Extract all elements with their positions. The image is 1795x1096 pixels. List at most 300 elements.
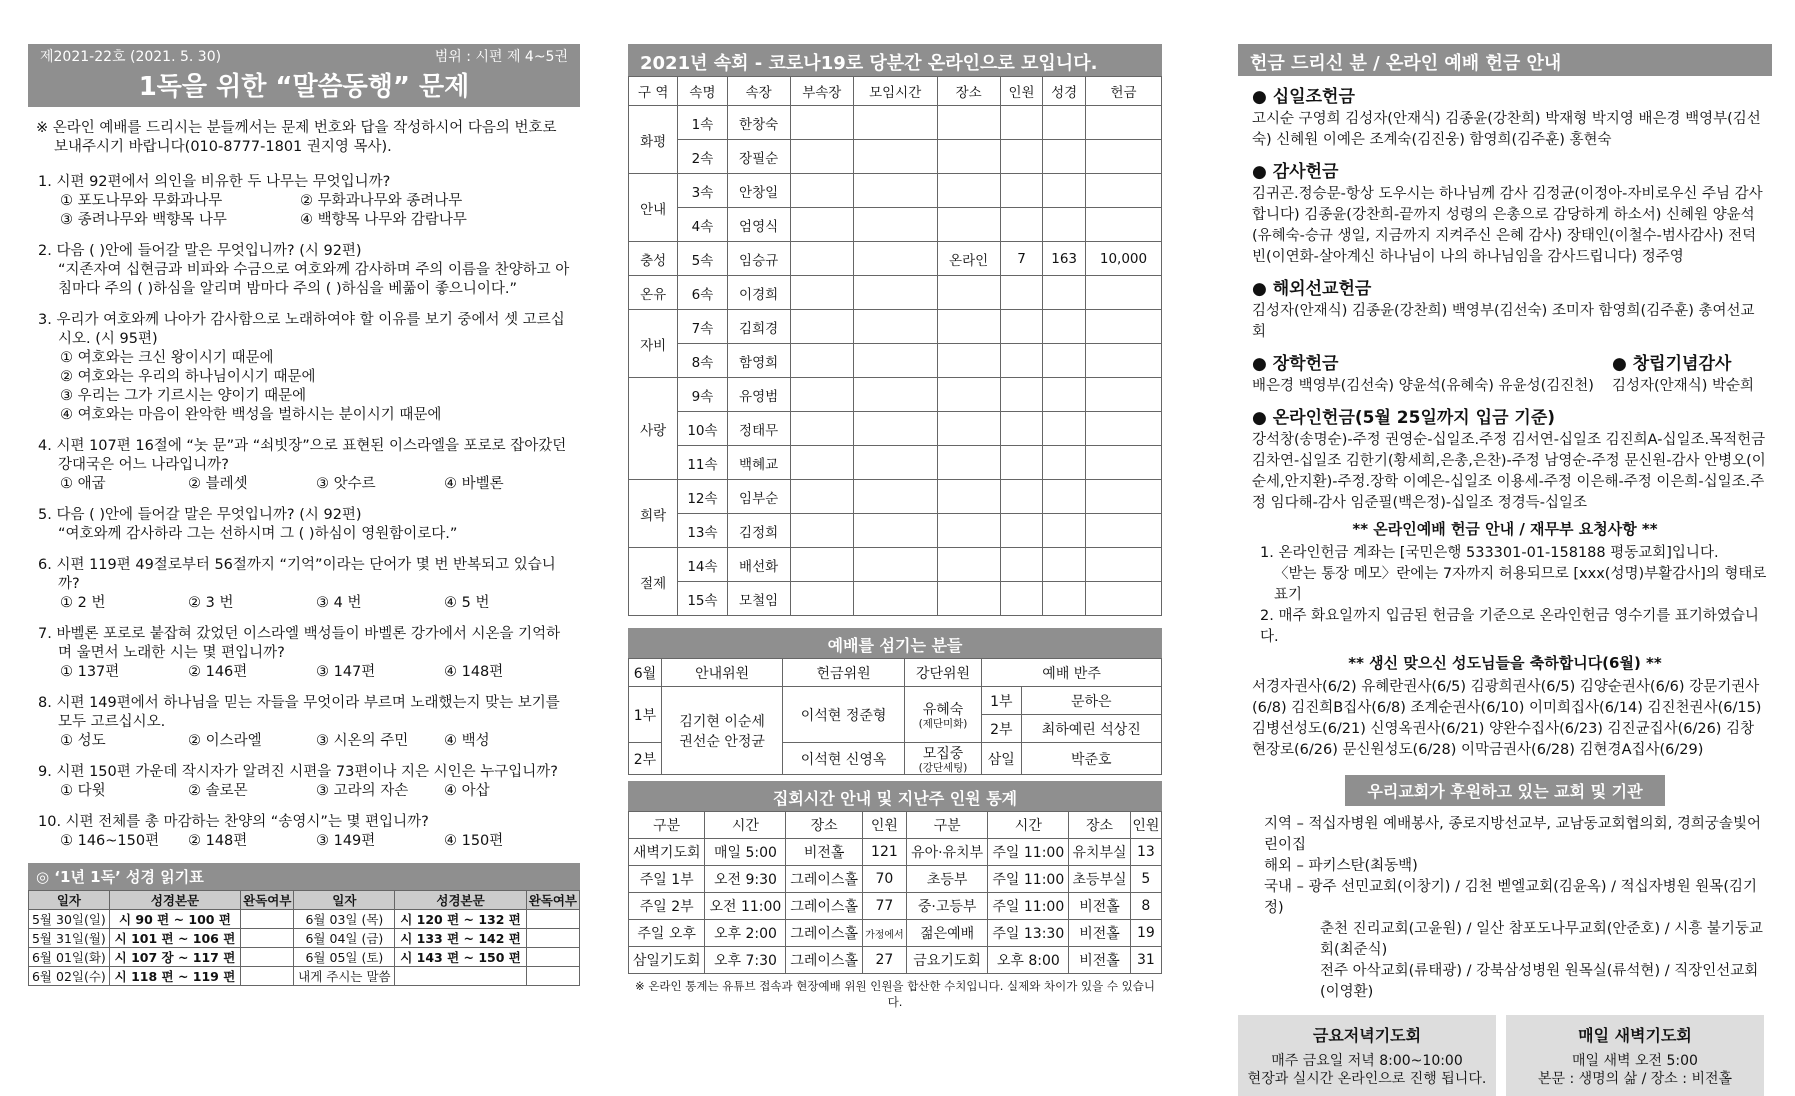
cell-leader: 배선화 (727, 548, 790, 582)
table-row (29, 948, 580, 967)
cell-number: 3속 (678, 174, 727, 208)
col-header: 헌금 (1085, 77, 1161, 106)
question-10 (38, 813, 572, 851)
option: ③ 4 번 (316, 595, 362, 611)
option: ① 애굽 (60, 476, 106, 492)
table-cell (1000, 344, 1043, 378)
people-cell: 7 (1000, 242, 1043, 276)
friday-prayer-time: 매주 금요일 저녁 8:00~10:00 (1271, 1053, 1463, 1069)
table-cell (853, 412, 937, 446)
support-domestic-3: 전주 아삭교회(류태광) / 강북삼성병원 원목실(류석현) / 직장인선교회(이영환) (1320, 963, 1759, 1000)
question-1 (38, 173, 572, 230)
cell-group-table (628, 76, 1162, 616)
col-header: 성경 (1043, 77, 1086, 106)
table-cell: 주일 11:00 (988, 893, 1069, 920)
table-cell (1043, 174, 1086, 208)
table-cell: 젊은예배 (906, 920, 987, 947)
cell-number: 5속 (678, 242, 727, 276)
col-header: 완독여부 (241, 891, 294, 910)
table-cell (1085, 480, 1161, 514)
table-cell (937, 344, 1000, 378)
table-row (629, 412, 1162, 446)
table-cell (937, 310, 1000, 344)
accompanist: 박준호 (1021, 743, 1162, 775)
table-cell (937, 174, 1000, 208)
table-cell (790, 412, 853, 446)
accompanist-label: 2부 (982, 715, 1021, 743)
support-overseas: 해외 – 파키스탄(최동백) (1264, 858, 1418, 874)
table-cell (937, 446, 1000, 480)
accompanist-label: 1부 (982, 687, 1021, 715)
cell-leader: 함영희 (727, 344, 790, 378)
table-cell: 그레이스홀 (786, 947, 862, 974)
cell-leader: 임승규 (727, 242, 790, 276)
cell-leader: 엄영식 (727, 208, 790, 242)
table-cell: 121 (862, 839, 906, 866)
area-cell: 자비 (629, 310, 678, 378)
table-cell (937, 548, 1000, 582)
table-cell (790, 310, 853, 344)
cell-leader: 유영범 (727, 378, 790, 412)
area-cell: 온유 (629, 276, 678, 310)
col-header: 안내위원 (661, 659, 782, 687)
option: ② 146편 (188, 664, 248, 680)
col-header: 모임시간 (853, 77, 937, 106)
table-cell (790, 582, 853, 616)
table-cell (1085, 378, 1161, 412)
altar-role: (강단세팅) (918, 762, 968, 774)
table-cell (1043, 582, 1086, 616)
table-cell (1085, 412, 1161, 446)
col-header: 구 역 (629, 77, 678, 106)
option: ④ 148편 (444, 664, 504, 680)
col-header: 시간 (988, 812, 1069, 839)
question-text: 2. 다음 ( )안에 들어갈 말은 무엇입니까? (시 92편) (38, 243, 362, 259)
table-cell: 70 (862, 866, 906, 893)
table-cell (853, 106, 937, 140)
table-cell: 주일 11:00 (988, 839, 1069, 866)
table-cell (1085, 514, 1161, 548)
question-text: 8. 시편 149편에서 하나님을 믿는 자들을 무엇이라 부르며 노래했는지 맞는 보기를 모두 고르십시오. (38, 695, 560, 730)
table-cell (241, 948, 294, 967)
table-cell (1085, 344, 1161, 378)
table-row (629, 480, 1162, 514)
cell-number: 13속 (678, 514, 727, 548)
tithe-heading: ● 십일조헌금 (1252, 87, 1355, 107)
table-row (29, 929, 580, 948)
dawn-prayer-box (1506, 1015, 1764, 1096)
option: ② 무화과나무와 종려나무 (300, 193, 463, 209)
option: ② 이스라엘 (188, 733, 262, 749)
cell-number: 6속 (678, 276, 727, 310)
table-cell: 오후 7:30 (705, 947, 786, 974)
quiz-column (28, 44, 580, 986)
table-cell (853, 344, 937, 378)
option: ③ 고라의 자손 (316, 783, 409, 799)
bible-cell: 163 (1043, 242, 1086, 276)
table-cell (937, 582, 1000, 616)
option: ② 블레셋 (188, 476, 248, 492)
table-cell: 19 (1130, 920, 1161, 947)
option: ② 솔로몬 (188, 783, 248, 799)
table-row (629, 378, 1162, 412)
table-cell: 주일 오후 (629, 920, 705, 947)
stats-table (628, 811, 1162, 974)
table-cell (526, 910, 579, 929)
table-cell: 비전홀 (1069, 920, 1130, 947)
col-header: 장소 (1069, 812, 1130, 839)
table-row (629, 893, 1162, 920)
question-4 (38, 437, 572, 494)
col-header: 속장 (727, 77, 790, 106)
table-row (629, 548, 1162, 582)
offering-committee: 이석현 정준형 (783, 687, 904, 743)
question-8 (38, 694, 572, 751)
table-cell (1085, 140, 1161, 174)
question-text: 5. 다음 ( )안에 들어갈 말은 무엇입니까? (시 92편) (38, 507, 362, 523)
issue-range: 범위 : 시편 제 4~5권 (434, 49, 568, 65)
cell-number: 9속 (678, 378, 727, 412)
cell-leader: 안창일 (727, 174, 790, 208)
birthday-names: 서경자권사(6/2) 유혜란권사(6/5) 김광희권사(6/5) 김양순권사(6/6) 강문기권사(6/8) 김진희B집사(6/8) 조계순권사(6/10) 이미희집사(6/14) 김진천권사(6/15) 김병선성도(6/21) 신영옥권사(6/21) 양완수집사(6/23) 김진균집사(6/26) 김창현장로(6/26) 문신원성도(6/28) 이막금권사(6/28) 김현경A집사(6/29) (1252, 679, 1762, 758)
finance-notice-1: 1. 온라인헌금 계좌는 [국민은행 533301-01-158188 평동교회]입니다. (1260, 545, 1719, 561)
col-header: 성경본문 (395, 891, 526, 910)
online-offering-heading: ● 온라인헌금(5월 25일까지 입금 기준) (1252, 408, 1556, 428)
table-cell (937, 208, 1000, 242)
table-cell (937, 480, 1000, 514)
altar-cell (904, 687, 981, 743)
thanks-names: 김귀곤.정승문-항상 도우시는 하나님께 감사 김정균(이정아-자비로우신 주님 감사합니다) 김종윤(강찬희-끝까지 성령의 은총으로 감당하게 하소서) 신혜원 양윤석(유혜숙-승규 생일, 지금까지 지켜주신 은혜 감사) 장태인(이철수-범사감사) 전덕빈(이연화-살아계신 하나님이 나의 하나님임을 감사드립니다) 정주영 (1252, 186, 1763, 265)
area-cell: 안내 (629, 174, 678, 242)
table-cell (937, 106, 1000, 140)
guide-names: 권선순 안정균 (679, 733, 765, 750)
option: ① 성도 (60, 733, 106, 749)
stats-title: 집회시간 안내 및 지난주 인원 통계 (628, 781, 1162, 811)
table-cell (1085, 276, 1161, 310)
option: ① 포도나무와 무화과나무 (60, 193, 223, 209)
table-cell (1043, 140, 1086, 174)
anniversary-names: 김성자(안재식) 박순희 (1612, 378, 1754, 394)
cell-leader: 이경희 (727, 276, 790, 310)
col-header: 예배 반주 (982, 659, 1162, 687)
table-cell (853, 242, 937, 276)
quiz-note: ※ 온라인 예배를 드리시는 분들께서는 문제 번호와 답을 작성하시어 다음의 번호로 보내주시기 바랍니다(010-8777-1801 권지영 목사). (36, 120, 557, 155)
question-body: “여호와께 감사하라 그는 선하시며 그 ( )하심이 영원함이로다.” (58, 526, 458, 542)
friday-prayer-title: 금요저녁기도회 (1312, 1026, 1422, 1045)
reading-plan-table (28, 890, 580, 986)
altar-name: 유혜숙 (922, 702, 964, 718)
option: ③ 앗수르 (316, 476, 376, 492)
accompanist: 문하은 (1021, 687, 1162, 715)
table-cell: 오전 11:00 (705, 893, 786, 920)
dawn-prayer-note: 본문 : 생명의 삶 / 장소 : 비전홀 (1537, 1071, 1733, 1087)
table-cell (937, 378, 1000, 412)
question-2 (38, 242, 572, 299)
table-cell: 비전홀 (1069, 893, 1130, 920)
scholarship-row (1238, 343, 1772, 397)
table-cell (1085, 310, 1161, 344)
option: ③ 종려나무와 백향목 나무 (60, 212, 227, 228)
table-cell: 새벽기도회 (629, 839, 705, 866)
table-cell (853, 480, 937, 514)
cell-number: 14속 (678, 548, 727, 582)
table-cell (1043, 276, 1086, 310)
cell-leader: 정태무 (727, 412, 790, 446)
table-cell (790, 174, 853, 208)
question-body: “지존자여 십현금과 비파와 수금으로 여호와께 감사하며 주의 이름을 찬양하고 아침마다 주의 ( )하심을 알리며 밤마다 주의 ( )하심을 베풂이 좋으니이다.” (58, 262, 570, 297)
anniversary-heading: ● 창립기념감사 (1612, 354, 1732, 374)
option: ② 여호와는 우리의 하나님이시기 때문에 (60, 369, 316, 385)
table-cell: 77 (862, 893, 906, 920)
table-cell: 시 143 편 ~ 150 편 (395, 948, 526, 967)
table-cell (1043, 310, 1086, 344)
table-cell: 가정에서 (862, 920, 906, 947)
reading-plan-title: ◎ ‘1년 1독’ 성경 읽기표 (28, 863, 580, 890)
table-cell (853, 514, 937, 548)
table-row (629, 344, 1162, 378)
option: ③ 147편 (316, 664, 376, 680)
table-cell: 매일 5:00 (705, 839, 786, 866)
cell-leader: 한창숙 (727, 106, 790, 140)
altar-cell (904, 743, 981, 775)
col-header: 일자 (294, 891, 395, 910)
table-row (629, 947, 1162, 974)
finance-notice-2: 2. 매주 화요일까지 입금된 헌금을 기준으로 온라인헌금 영수기를 표기하였습니다. (1260, 608, 1759, 645)
support-local: 지역 – 적십자병원 예배봉사, 종로지방선교부, 교남동교회협의회, 경희궁솔빛어린이집 (1264, 816, 1761, 853)
option: ② 148편 (188, 833, 248, 849)
table-cell: 유치부실 (1069, 839, 1130, 866)
table-cell (1000, 310, 1043, 344)
table-cell: 시 118 편 ~ 119 편 (109, 967, 240, 986)
col-header: 완독여부 (526, 891, 579, 910)
cell-number: 10속 (678, 412, 727, 446)
area-cell: 절제 (629, 548, 678, 616)
table-cell: 시 133 편 ~ 142 편 (395, 929, 526, 948)
table-cell (1043, 514, 1086, 548)
table-cell (1000, 480, 1043, 514)
table-cell (853, 582, 937, 616)
table-cell (853, 140, 937, 174)
table-cell: 비전홀 (1069, 947, 1130, 974)
col-header: 구분 (906, 812, 987, 839)
scholarship-heading: ● 장학헌금 (1252, 354, 1339, 374)
option: ① 146~150편 (60, 833, 160, 849)
option: ④ 150편 (444, 833, 504, 849)
table-cell: 주일 1부 (629, 866, 705, 893)
table-row (629, 140, 1162, 174)
cell-number: 11속 (678, 446, 727, 480)
table-cell (790, 106, 853, 140)
table-cell: 6월 01일(화) (29, 948, 110, 967)
table-cell: 13 (1130, 839, 1161, 866)
table-cell: 5월 30일(일) (29, 910, 110, 929)
table-cell: 6월 04일 (금) (294, 929, 395, 948)
table-row (629, 174, 1162, 208)
table-cell (853, 276, 937, 310)
table-cell (1085, 548, 1161, 582)
accompanist-label: 삼일 (982, 743, 1021, 775)
table-row (629, 310, 1162, 344)
table-cell: 금요기도회 (906, 947, 987, 974)
table-cell (790, 344, 853, 378)
guide-names: 김기현 이순세 (679, 713, 765, 730)
table-cell (853, 310, 937, 344)
table-cell (1043, 106, 1086, 140)
table-cell: 시 101 편 ~ 106 편 (109, 929, 240, 948)
question-text: 1. 시편 92편에서 의인을 비유한 두 나무는 무엇입니까? (38, 174, 391, 190)
table-row (629, 839, 1162, 866)
table-cell (1085, 174, 1161, 208)
table-cell (1043, 548, 1086, 582)
option: ③ 시온의 주민 (316, 733, 409, 749)
option: ④ 백성 (444, 733, 490, 749)
cell-group-column (628, 44, 1162, 1010)
question-9 (38, 763, 572, 801)
table-cell: 오전 9:30 (705, 866, 786, 893)
col-header: 6월 (629, 659, 662, 687)
option: ② 3 번 (188, 595, 234, 611)
birthday-heading: ** 생신 맞으신 성도님들을 축하합니다(6월) ** (1348, 654, 1662, 672)
col-header: 장소 (937, 77, 1000, 106)
table-cell (790, 378, 853, 412)
table-cell (526, 967, 579, 986)
area-cell: 화평 (629, 106, 678, 174)
table-cell (1043, 208, 1086, 242)
question-7 (38, 625, 572, 682)
table-row (629, 514, 1162, 548)
table-row (629, 446, 1162, 480)
table-cell: 그레이스홀 (786, 866, 862, 893)
table-cell (1000, 106, 1043, 140)
table-cell (790, 276, 853, 310)
cell-number: 1속 (678, 106, 727, 140)
table-cell: 오후 8:00 (988, 947, 1069, 974)
question-6 (38, 556, 572, 613)
offering-title: 헌금 드리신 분 / 온라인 예배 헌금 안내 (1238, 44, 1772, 76)
thanks-heading: ● 감사헌금 (1252, 162, 1339, 182)
table-cell (241, 929, 294, 948)
option: ④ 바벨론 (444, 476, 504, 492)
option: ① 다윗 (60, 783, 106, 799)
col-header: 인원 (1000, 77, 1043, 106)
table-cell (1043, 412, 1086, 446)
quiz-title: 1독을 위한 “말씀동행” 문제 (28, 66, 580, 107)
table-cell (937, 276, 1000, 310)
question-text: 9. 시편 150편 가운데 작시자가 알려진 시편을 73편이나 지은 시인은 누구입니까? (38, 764, 558, 780)
cell-number: 8속 (678, 344, 727, 378)
table-cell: 6월 03일 (목) (294, 910, 395, 929)
table-cell (790, 548, 853, 582)
table-cell: 내게 주시는 말씀 (294, 967, 395, 986)
issue-header (28, 44, 580, 66)
area-cell: 사랑 (629, 378, 678, 480)
col-header: 시간 (705, 812, 786, 839)
table-cell (526, 948, 579, 967)
table-cell: 그레이스홀 (786, 920, 862, 947)
table-cell: 초등부실 (1069, 866, 1130, 893)
table-cell: 초등부 (906, 866, 987, 893)
ministry-title: 예배를 섬기는 분들 (628, 628, 1162, 658)
table-cell (1000, 582, 1043, 616)
table-row (629, 276, 1162, 310)
table-cell (1000, 412, 1043, 446)
table-cell: 삼일기도회 (629, 947, 705, 974)
col-header: 속명 (678, 77, 727, 106)
place-cell: 온라인 (937, 242, 1000, 276)
table-cell (1043, 480, 1086, 514)
option: ④ 백향목 나무와 감람나무 (300, 212, 467, 228)
table-cell (790, 480, 853, 514)
table-row (629, 106, 1162, 140)
option: ① 2 번 (60, 595, 106, 611)
table-cell: 중·고등부 (906, 893, 987, 920)
table-cell: 오후 2:00 (705, 920, 786, 947)
table-cell: 6월 05일 (토) (294, 948, 395, 967)
table-row (629, 582, 1162, 616)
offering-cell: 10,000 (1085, 242, 1161, 276)
friday-prayer-note: 현장과 실시간 온라인으로 진행 됩니다. (1247, 1071, 1487, 1087)
finance-notice-heading: ** 온라인예배 헌금 안내 / 재무부 요청사항 ** (1352, 520, 1658, 538)
service-label: 2부 (629, 743, 662, 775)
col-header: 성경본문 (109, 891, 240, 910)
table-cell (853, 378, 937, 412)
table-cell (1000, 174, 1043, 208)
cell-leader: 모철임 (727, 582, 790, 616)
table-cell (790, 208, 853, 242)
table-cell (1085, 106, 1161, 140)
table-cell (853, 446, 937, 480)
cell-number: 15속 (678, 582, 727, 616)
table-row (629, 920, 1162, 947)
col-header: 구분 (629, 812, 705, 839)
support-domestic-2: 춘천 진리교회(고윤원) / 일산 참포도나무교회(안준호) / 시흥 불기둥교회(최준식) (1320, 921, 1763, 958)
cell-number: 7속 (678, 310, 727, 344)
offering-committee: 이석현 신영옥 (783, 743, 904, 775)
col-header: 부속장 (790, 77, 853, 106)
ministry-table (628, 658, 1162, 775)
cell-leader: 장필순 (727, 140, 790, 174)
scholarship-names: 배은경 백영부(김선숙) 양윤석(유혜숙) 유윤성(김진천) (1252, 378, 1594, 394)
service-label: 1부 (629, 687, 662, 743)
col-header: 인원 (862, 812, 906, 839)
table-cell (1000, 446, 1043, 480)
question-text: 4. 시편 107편 16절에 “놋 문”과 “쇠빗장”으로 표현된 이스라엘을 포로로 잡아갔던 강대국은 어느 나라입니까? (38, 438, 567, 473)
table-cell: 5월 31일(월) (29, 929, 110, 948)
cell-leader: 임부순 (727, 480, 790, 514)
question-text: 7. 바벨론 포로로 붙잡혀 갔었던 이스라엘 백성들이 바벨론 강가에서 시온을 기억하며 울면서 노래한 시는 몇 편입니까? (38, 626, 561, 661)
table-cell (526, 929, 579, 948)
table-cell (1000, 140, 1043, 174)
table-cell (1043, 344, 1086, 378)
question-text: 6. 시편 119편 49절로부터 56절까지 “기억”이라는 단어가 몇 번 반복되고 있습니까? (38, 557, 556, 592)
table-row (629, 208, 1162, 242)
table-cell (937, 140, 1000, 174)
table-cell (241, 967, 294, 986)
table-cell: 5 (1130, 866, 1161, 893)
prayer-boxes (1238, 1015, 1772, 1096)
mission-names: 김성자(안재식) 김종윤(강찬희) 백영부(김선숙) 조미자 함영희(김주훈) 총여선교회 (1252, 303, 1755, 340)
cell-number: 4속 (678, 208, 727, 242)
table-row (29, 910, 580, 929)
guide-cell (661, 687, 782, 775)
table-cell (1000, 548, 1043, 582)
option: ③ 149편 (316, 833, 376, 849)
table-cell (853, 548, 937, 582)
table-cell: 8 (1130, 893, 1161, 920)
table-cell: 그레이스홀 (786, 893, 862, 920)
table-cell: 주일 11:00 (988, 866, 1069, 893)
option: ④ 5 번 (444, 595, 490, 611)
